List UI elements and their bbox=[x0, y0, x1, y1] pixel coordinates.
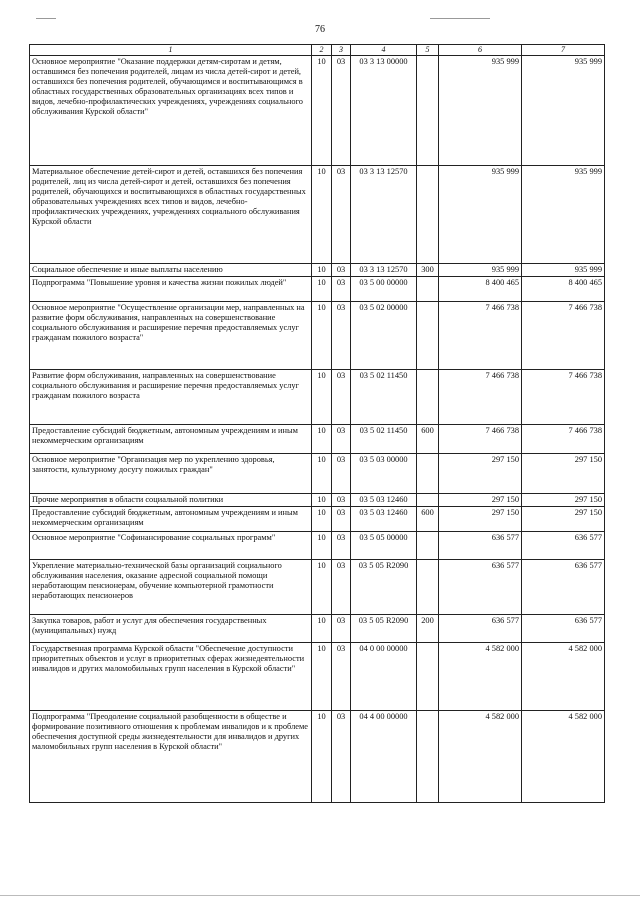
row-name: Материальное обеспечение детей-сирот и детей, оставшихся без попечения родителей, лиц из числа детей-сирот и детей, оставшихся без попечения родителей, обучающихся и воспитывающихся в областных государственных образовательных учреждениях всех типов и видов, лечебно-профилактических учреждениях, учреждениях социального обслуживания Курской области bbox=[30, 165, 312, 263]
row-section: 10 bbox=[312, 506, 332, 531]
row-expense-type bbox=[417, 710, 439, 802]
row-subsection: 03 bbox=[332, 453, 351, 493]
row-target-article: 03 5 05 00000 bbox=[351, 531, 417, 559]
row-target-article: 03 3 13 12570 bbox=[351, 263, 417, 276]
row-name: Предоставление субсидий бюджетным, автономным учреждениям и иным некоммерческим организациям bbox=[30, 506, 312, 531]
row-subsection: 03 bbox=[332, 642, 351, 710]
row-expense-type bbox=[417, 453, 439, 493]
row-subsection: 03 bbox=[332, 424, 351, 453]
table-row bbox=[30, 263, 605, 276]
row-sum-2: 7 466 738 bbox=[522, 369, 605, 424]
row-target-article: 03 5 02 00000 bbox=[351, 301, 417, 369]
row-sum-1: 7 466 738 bbox=[439, 424, 522, 453]
row-expense-type bbox=[417, 493, 439, 506]
row-sum-2: 636 577 bbox=[522, 531, 605, 559]
row-section: 10 bbox=[312, 301, 332, 369]
row-expense-type bbox=[417, 55, 439, 165]
row-sum-2: 4 582 000 bbox=[522, 642, 605, 710]
row-sum-2: 297 150 bbox=[522, 493, 605, 506]
row-expense-type: 600 bbox=[417, 506, 439, 531]
header-sum-2: 7 bbox=[522, 45, 605, 56]
row-name: Основное мероприятие "Осуществление организации мер, направленных на развитие форм обслуживания, направленных на совершенствование социального обслуживания и расширение перечня предоставляемых услуг гражданам пожилого возраста" bbox=[30, 301, 312, 369]
header-section: 2 bbox=[312, 45, 332, 56]
row-sum-1: 935 999 bbox=[439, 165, 522, 263]
row-sum-2: 297 150 bbox=[522, 506, 605, 531]
row-expense-type: 600 bbox=[417, 424, 439, 453]
page-number: 76 bbox=[315, 24, 325, 35]
row-target-article: 03 5 00 00000 bbox=[351, 276, 417, 301]
table-row bbox=[30, 710, 605, 802]
row-section: 10 bbox=[312, 493, 332, 506]
row-sum-1: 297 150 bbox=[439, 453, 522, 493]
row-sum-2: 8 400 465 bbox=[522, 276, 605, 301]
scan-edge-mark bbox=[0, 895, 640, 896]
row-expense-type bbox=[417, 276, 439, 301]
row-sum-1: 7 466 738 bbox=[439, 369, 522, 424]
table-row bbox=[30, 369, 605, 424]
row-section: 10 bbox=[312, 531, 332, 559]
row-sum-1: 7 466 738 bbox=[439, 301, 522, 369]
header-subsection: 3 bbox=[332, 45, 351, 56]
budget-table bbox=[29, 44, 605, 803]
row-name: Социальное обеспечение и иные выплаты населению bbox=[30, 263, 312, 276]
table-row bbox=[30, 55, 605, 165]
row-expense-type bbox=[417, 301, 439, 369]
row-subsection: 03 bbox=[332, 55, 351, 165]
row-sum-2: 935 999 bbox=[522, 55, 605, 165]
row-sum-2: 7 466 738 bbox=[522, 301, 605, 369]
row-sum-1: 297 150 bbox=[439, 506, 522, 531]
header-sum-1: 6 bbox=[439, 45, 522, 56]
row-expense-type bbox=[417, 642, 439, 710]
row-target-article: 03 5 03 12460 bbox=[351, 506, 417, 531]
row-section: 10 bbox=[312, 369, 332, 424]
row-name: Основное мероприятие "Организация мер по укреплению здоровья, занятости, культурному досугу пожилых граждан" bbox=[30, 453, 312, 493]
row-name: Основное мероприятие "Софинансирование социальных программ" bbox=[30, 531, 312, 559]
row-target-article: 03 5 02 11450 bbox=[351, 424, 417, 453]
table-row bbox=[30, 559, 605, 614]
row-expense-type: 200 bbox=[417, 614, 439, 642]
header-row bbox=[30, 45, 605, 56]
row-sum-2: 935 999 bbox=[522, 165, 605, 263]
row-sum-2: 7 466 738 bbox=[522, 424, 605, 453]
row-subsection: 03 bbox=[332, 559, 351, 614]
row-name: Основное мероприятие "Оказание поддержки детям-сиротам и детям, оставшимся без попечения родителей, лицам из числа детей-сирот и детей, оставшихся без попечения родителей, обучающимся и воспитывающимся в областных государственных образовательных организациях всех типов и видов, лечебно-профилактических учреждениях, учреждениях социального обслуживания Курской области" bbox=[30, 55, 312, 165]
row-sum-1: 935 999 bbox=[439, 263, 522, 276]
row-sum-1: 636 577 bbox=[439, 559, 522, 614]
scan-edge-mark bbox=[36, 18, 56, 19]
row-expense-type bbox=[417, 165, 439, 263]
row-sum-1: 935 999 bbox=[439, 55, 522, 165]
header-target-article: 4 bbox=[351, 45, 417, 56]
row-subsection: 03 bbox=[332, 165, 351, 263]
row-section: 10 bbox=[312, 263, 332, 276]
row-expense-type bbox=[417, 369, 439, 424]
table-row bbox=[30, 642, 605, 710]
row-sum-1: 8 400 465 bbox=[439, 276, 522, 301]
header-name: 1 bbox=[30, 45, 312, 56]
row-subsection: 03 bbox=[332, 710, 351, 802]
row-sum-2: 297 150 bbox=[522, 453, 605, 493]
row-subsection: 03 bbox=[332, 301, 351, 369]
row-target-article: 03 3 13 12570 bbox=[351, 165, 417, 263]
row-sum-1: 636 577 bbox=[439, 531, 522, 559]
row-target-article: 03 5 02 11450 bbox=[351, 369, 417, 424]
row-name: Подпрограмма "Повышение уровня и качества жизни пожилых людей" bbox=[30, 276, 312, 301]
row-subsection: 03 bbox=[332, 276, 351, 301]
row-name: Государственная программа Курской области "Обеспечение доступности приоритетных объектов и услуг в приоритетных сферах жизнедеятельности инвалидов и других маломобильных групп населения в Курской области" bbox=[30, 642, 312, 710]
table-row bbox=[30, 531, 605, 559]
row-name: Развитие форм обслуживания, направленных на совершенствование социального обслуживания и расширение перечня предоставляемых услуг гражданам пожилого возраста bbox=[30, 369, 312, 424]
row-target-article: 03 5 03 00000 bbox=[351, 453, 417, 493]
row-expense-type bbox=[417, 531, 439, 559]
table-row bbox=[30, 614, 605, 642]
row-subsection: 03 bbox=[332, 369, 351, 424]
row-section: 10 bbox=[312, 55, 332, 165]
row-name: Укрепление материально-технической базы организаций социального обслуживания населения, оказание адресной социальной помощи неработающим пенсионерам, обучение компьютерной грамотности неработающих пенсионеров bbox=[30, 559, 312, 614]
row-subsection: 03 bbox=[332, 614, 351, 642]
table-row bbox=[30, 301, 605, 369]
row-subsection: 03 bbox=[332, 263, 351, 276]
row-section: 10 bbox=[312, 165, 332, 263]
row-section: 10 bbox=[312, 710, 332, 802]
row-section: 10 bbox=[312, 453, 332, 493]
row-expense-type bbox=[417, 559, 439, 614]
row-name: Закупка товаров, работ и услуг для обеспечения государственных (муниципальных) нужд bbox=[30, 614, 312, 642]
table-row bbox=[30, 424, 605, 453]
row-section: 10 bbox=[312, 642, 332, 710]
row-section: 10 bbox=[312, 559, 332, 614]
row-sum-1: 636 577 bbox=[439, 614, 522, 642]
table-row bbox=[30, 493, 605, 506]
row-name: Предоставление субсидий бюджетным, автономным учреждениям и иным некоммерческим организациям bbox=[30, 424, 312, 453]
row-target-article: 03 5 05 R2090 bbox=[351, 559, 417, 614]
table-row bbox=[30, 453, 605, 493]
row-sum-2: 636 577 bbox=[522, 614, 605, 642]
row-target-article: 03 5 05 R2090 bbox=[351, 614, 417, 642]
row-target-article: 04 4 00 00000 bbox=[351, 710, 417, 802]
row-section: 10 bbox=[312, 614, 332, 642]
row-target-article: 04 0 00 00000 bbox=[351, 642, 417, 710]
row-sum-2: 4 582 000 bbox=[522, 710, 605, 802]
row-expense-type: 300 bbox=[417, 263, 439, 276]
scan-edge-mark bbox=[430, 18, 490, 19]
row-sum-1: 4 582 000 bbox=[439, 710, 522, 802]
row-sum-1: 4 582 000 bbox=[439, 642, 522, 710]
row-sum-2: 935 999 bbox=[522, 263, 605, 276]
row-subsection: 03 bbox=[332, 506, 351, 531]
table-row bbox=[30, 165, 605, 263]
row-subsection: 03 bbox=[332, 531, 351, 559]
row-section: 10 bbox=[312, 276, 332, 301]
row-target-article: 03 5 03 12460 bbox=[351, 493, 417, 506]
row-sum-2: 636 577 bbox=[522, 559, 605, 614]
row-sum-1: 297 150 bbox=[439, 493, 522, 506]
row-name: Прочие мероприятия в области социальной политики bbox=[30, 493, 312, 506]
row-target-article: 03 3 13 00000 bbox=[351, 55, 417, 165]
row-section: 10 bbox=[312, 424, 332, 453]
table-row bbox=[30, 276, 605, 301]
row-name: Подпрограмма "Преодоление социальной разобщенности в обществе и формирование позитивного отношения к проблемам инвалидов и к проблеме обеспечения доступной среды жизнедеятельности для инвалидов и других маломобильных групп населения в Курской области" bbox=[30, 710, 312, 802]
header-expense-type: 5 bbox=[417, 45, 439, 56]
table-row bbox=[30, 506, 605, 531]
row-subsection: 03 bbox=[332, 493, 351, 506]
